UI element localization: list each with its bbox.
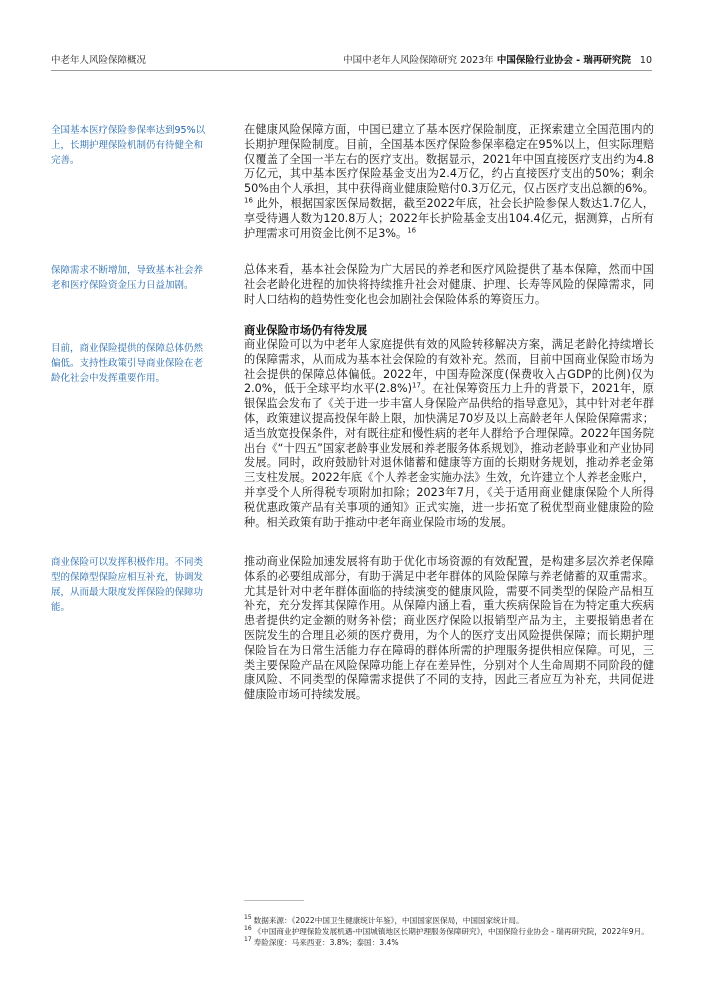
paragraph-social-insurance [244, 263, 654, 307]
paragraph-text: 。在社保筹资压力上升的背景下，2021年，原银保监会发布了《关于进一步丰富人身保险产品供给的指导意见》，其中针对老年群体，政策建议提高投保年龄上限，加快满足70岁及以上高龄老年人保险保障需求；适当放宽投保条件，对有既往症和慢性病的老年人群给予合理保障。2022年国务院出台《“十四五”国家老龄事业发展和养老服务体系规划》，推动老龄事业和产业协同发展。同时，政府鼓励针对退休储蓄和健康等方面的长期财务规划，推动养老金第三支柱发展。2022年底《个人养老金实施办法》生效，允许建立个人养老金账户，并享受个人所得税专项附加扣除；2023年7月，《关于适用商业健康保险个人所得税优惠政策产品有关事项的通知》正式实施，进一步拓宽了税优型商业健康险的险种。相关政策有助于推动中老年商业保险市场的发展。 [244, 382, 654, 529]
footnote-number: 16 [244, 925, 252, 933]
footnote-text: 《中国商业护理保险发展机遇-中国城镇地区长期护理服务保障研究》，中国保险行业协会 - 瑞再研究院，2022年9月。 [253, 927, 649, 936]
footnote-text: 寿险深度：马来西亚：3.8%；泰国：3.4% [253, 938, 399, 947]
footnote-ref: 16 [407, 225, 417, 234]
header-rule [51, 70, 652, 71]
paragraph-text: 此外，根据国家医保局数据，截至2022年底，社会长护险参保人数达1.7亿人，享受待遇人数为120.8万人；2022年长护险基金支出104.4亿元，据测算，占所有护理需求可用资金比例不足3%。 [244, 196, 654, 240]
footnote-ref: 16 [244, 196, 253, 205]
running-header-report [343, 52, 652, 66]
footnote-rule [244, 900, 304, 901]
paragraph-text: 总体来看，基本社会保险为广大居民的养老和医疗风险提供了基本保障，然而中国社会老龄化进程的加快将持续推升社会对健康、护理、长寿等风险的保障需求，同时人口结构的趋势性变化也会加剧社会保险体系的筹资压力。 [244, 263, 654, 306]
footnote-17 [244, 937, 654, 948]
paragraph-health-coverage [244, 123, 654, 241]
publisher-name: 中国保险行业协会 - 瑞再研究院 [496, 55, 631, 66]
sidebar-note-2: 保障需求不断增加，导致基本社会养老和医疗保险资金压力日益加剧。 [51, 265, 204, 291]
footnote-15 [244, 915, 654, 926]
paragraph-market-development [244, 555, 654, 703]
page-number: 10 [639, 55, 652, 66]
sidebar-note-3: 目前，商业保险提供的保障总体仍然偏低。支持性政策引导商业保险在老龄化社会中发挥重要作用。 [51, 343, 204, 384]
sidebar-note-1: 全国基本医疗保险参保率达到95%以上，长期护理保险机制仍有待健全和完善。 [51, 125, 206, 166]
section-heading: 商业保险市场仍有待发展 [244, 324, 368, 337]
footnote-number: 17 [244, 936, 252, 944]
paragraph-commercial-insurance [244, 338, 654, 530]
report-title: 中国中老年人风险保障研究 2023年 [343, 55, 494, 66]
footnote-16 [244, 926, 654, 937]
paragraph-text: 在健康风险保障方面，中国已建立了基本医疗保险制度，正探索建立全国范围内的长期护理保险制度。目前，全国基本医疗保险参保率稳定在95%以上，但实际理赔仅覆盖了全国一半左右的医疗支出。数据显示，2021年中国直接医疗支出约为4.8万亿元，其中基本医疗保险基金支出为2.4万亿，约占直接医疗支出的50%；剩余50%由个人承担，其中获得商业健康险赔付0.3万亿元，仅占医疗支出总额的6%。 [244, 123, 654, 196]
sidebar-note-4: 商业保险可以发挥积极作用。不同类型的保障型保险应相互补充，协调发展，从而最大限度发挥保险的保障功能。 [51, 557, 204, 613]
paragraph-text: 商业保险可以为中老年人家庭提供有效的风险转移解决方案，满足老龄化持续增长的保障需求，从而成为基本社会保险的有效补充。然而，目前中国商业保险市场为社会提供的保障总体偏低。2022年，中国寿险深度(保费收入占GDP的比例)仅为2.0%，低于全球平均水平(2.8%) [244, 338, 654, 396]
running-header-section: 中老年人风险保障概况 [51, 55, 147, 66]
footnote-text: 数据来源：《2022中国卫生健康统计年鉴》，中国国家医保局，中国国家统计局。 [253, 916, 524, 925]
footnote-ref: 17 [411, 381, 421, 390]
paragraph-text: 推动商业保险加速发展将有助于优化市场资源的有效配置，是构建多层次养老保障体系的必要组成部分，有助于满足中老年群体的风险保障与养老储蓄的双重需求。尤其是针对中老年群体面临的持续演变的健康风险，需要不同类型的保险产品相互补充，充分发挥其保障作用。从保障内涵上看，重大疾病保险旨在为特定重大疾病患者提供约定金额的财务补偿；商业医疗保险以报销型产品为主，主要报销患者在医院发生的合理且必须的医疗费用，为个人的医疗支出风险提供保障；而长期护理保险旨在为日常生活能力存在障碍的群体所需的护理服务提供相应保障。可见，三类主要保险产品在风险保障功能上存在差异性，分别对个人生命周期不同阶段的健康风险、不同类型的保障需求提供了不同的支持，因此三者应互为补充，共同促进健康险市场可持续发展。 [244, 555, 654, 702]
footnote-number: 15 [244, 914, 252, 922]
footnotes [244, 915, 654, 948]
